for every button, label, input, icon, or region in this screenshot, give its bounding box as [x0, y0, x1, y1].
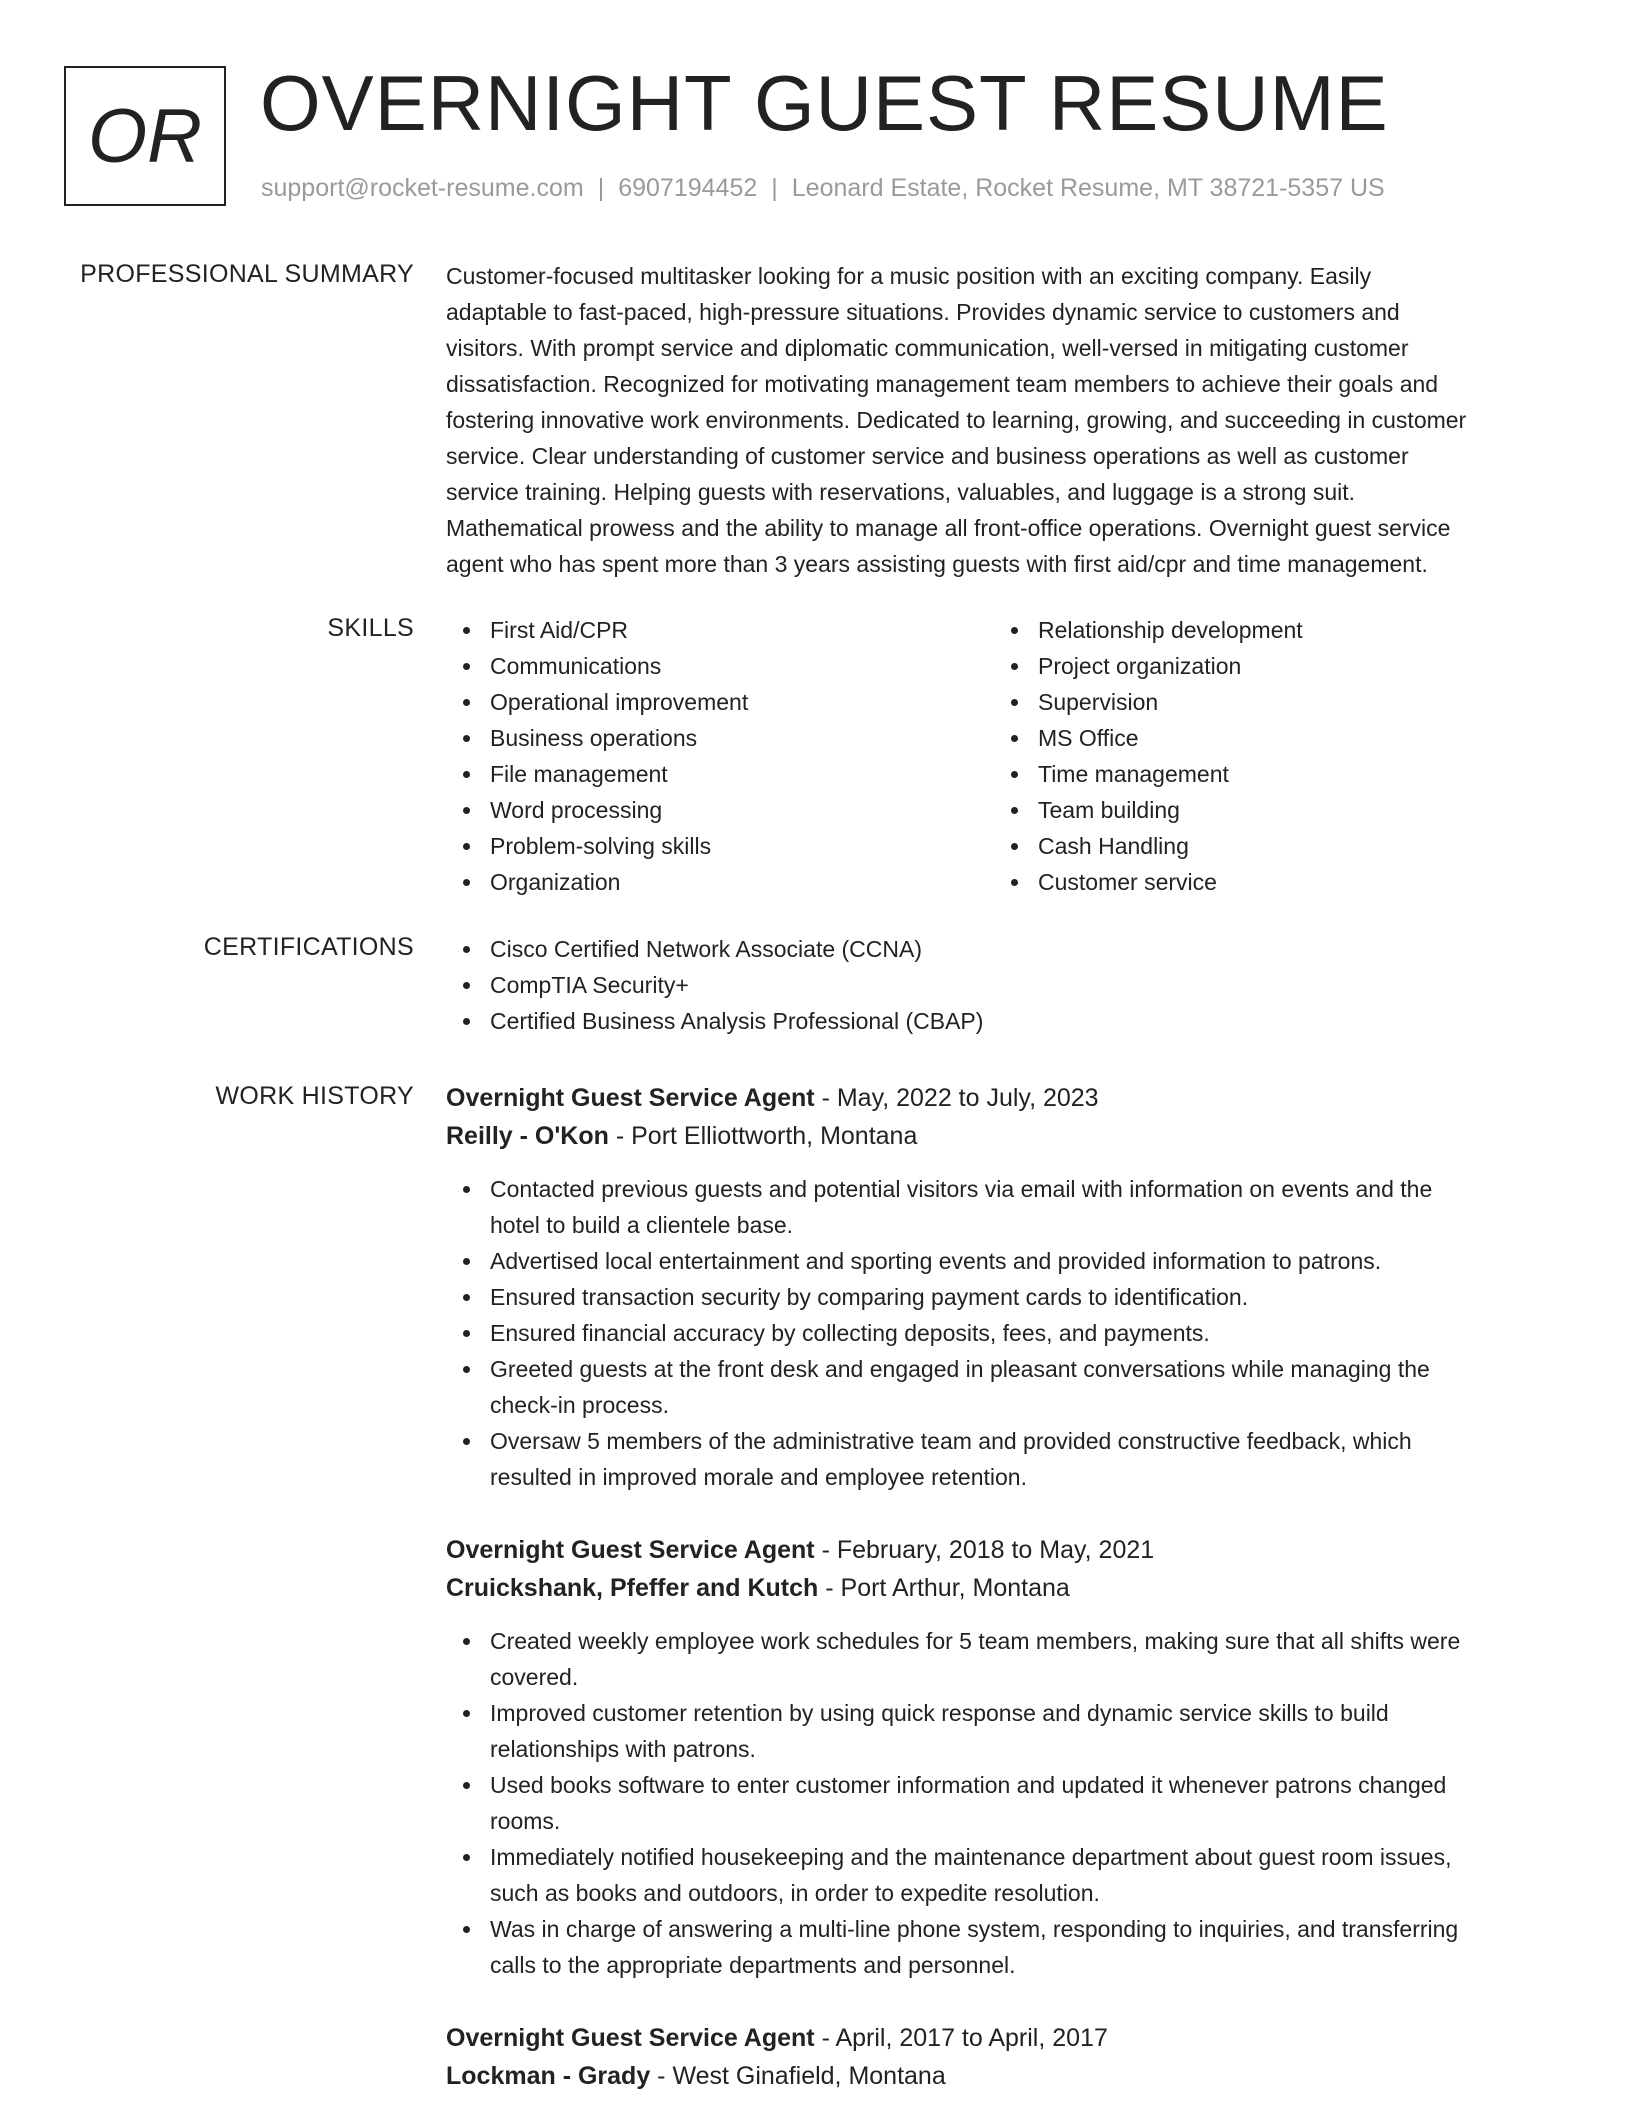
job-bullet: Ensured financial accuracy by collecting deposits, fees, and payments.	[446, 1315, 1556, 1351]
summary-line: dissatisfaction. Recognized for motivating management team members to achieve their goals and	[446, 371, 1439, 397]
job-entry	[446, 2019, 1556, 2095]
skill-item: Time management	[994, 756, 1542, 792]
skill-item: Organization	[446, 864, 994, 900]
job-company-line	[446, 1569, 1556, 1607]
summary-line: adaptable to fast-paced, high-pressure situations. Provides dynamic service to customers and	[446, 299, 1400, 325]
job-title: Overnight Guest Service Agent	[446, 2024, 815, 2052]
summary-line: fostering innovative work environments. Dedicated to learning, growing, and succeeding in customer	[446, 407, 1467, 433]
contact-phone[interactable]: 6907194452	[618, 174, 758, 202]
summary-line: service training. Helping guests with reservations, valuables, and luggage is a strong suit.	[446, 479, 1355, 505]
summary-paragraph	[446, 258, 1556, 582]
skill-item: Project organization	[994, 648, 1542, 684]
skill-item: First Aid/CPR	[446, 612, 994, 648]
job-bullet: Created weekly employee work schedules for 5 team members, making sure that all shifts were covered.	[446, 1623, 1556, 1695]
job-bullet: Ensured transaction security by comparing payment cards to identification.	[446, 1279, 1556, 1315]
skill-item: MS Office	[994, 720, 1542, 756]
job-entry	[446, 1079, 1556, 1495]
summary-body	[446, 258, 1556, 582]
skill-item: Operational improvement	[446, 684, 994, 720]
skills-column-1	[446, 612, 994, 900]
job-title: Overnight Guest Service Agent	[446, 1536, 815, 1564]
job-dates: - May, 2022 to July, 2023	[814, 1084, 1099, 1112]
section-label-work-history: WORK HISTORY	[215, 1082, 414, 1110]
section-label-summary: PROFESSIONAL SUMMARY	[80, 260, 414, 288]
skill-item: File management	[446, 756, 994, 792]
job-dates: - April, 2017 to April, 2017	[814, 2024, 1108, 2052]
section-label-skills: SKILLS	[327, 614, 414, 642]
contact-separator: |	[597, 174, 605, 202]
summary-line: service. Clear understanding of customer service and business operations as well as customer	[446, 443, 1409, 469]
job-location: - West Ginafield, Montana	[650, 2062, 946, 2090]
job-bullets	[446, 1171, 1556, 1495]
skills-column-2	[994, 612, 1542, 900]
job-bullets	[446, 1623, 1556, 1983]
job-title: Overnight Guest Service Agent	[446, 1084, 815, 1112]
skill-item: Word processing	[446, 792, 994, 828]
contact-separator: |	[771, 174, 778, 202]
certification-item: CompTIA Security+	[446, 967, 1556, 1003]
certifications-list	[446, 931, 1556, 1039]
contact-email[interactable]: support@rocket-resume.com	[261, 174, 584, 202]
summary-line: agent who has spent more than 3 years assisting guests with first aid/cpr and time management.	[446, 551, 1428, 577]
monogram-initials: OR	[88, 93, 202, 179]
job-bullet: Used books software to enter customer information and updated it whenever patrons changed rooms.	[446, 1767, 1556, 1839]
skill-item: Business operations	[446, 720, 994, 756]
skill-item: Cash Handling	[994, 828, 1542, 864]
skill-item: Supervision	[994, 684, 1542, 720]
job-bullet: Contacted previous guests and potential visitors via email with information on events and the hotel to build a clientele base.	[446, 1171, 1556, 1243]
job-title-line	[446, 1531, 1556, 1569]
certifications-body	[446, 931, 1556, 1039]
job-company: Lockman - Grady	[446, 2062, 651, 2090]
job-title-line	[446, 1079, 1556, 1117]
summary-line: Customer-focused multitasker looking for a music position with an exciting company. Easily	[446, 263, 1372, 289]
job-bullet: Greeted guests at the front desk and engaged in pleasant conversations while managing the check-in process.	[446, 1351, 1556, 1423]
section-label-certifications: CERTIFICATIONS	[203, 933, 414, 961]
job-bullet: Immediately notified housekeeping and the maintenance department about guest room issues, such as books and outdoors, in order to expedite resolution.	[446, 1839, 1556, 1911]
work-history-body	[446, 1079, 1556, 2095]
skill-item: Customer service	[994, 864, 1542, 900]
skill-item: Relationship development	[994, 612, 1542, 648]
job-title-line	[446, 2019, 1556, 2057]
summary-line: visitors. With prompt service and diplomatic communication, well-versed in mitigating customer	[446, 335, 1409, 361]
job-location: - Port Arthur, Montana	[818, 1574, 1070, 1602]
job-dates: - February, 2018 to May, 2021	[814, 1536, 1155, 1564]
skills-body	[446, 612, 1556, 900]
job-bullet: Oversaw 5 members of the administrative team and provided constructive feedback, which resulted in improved morale and employee retention.	[446, 1423, 1556, 1495]
skill-item: Team building	[994, 792, 1542, 828]
job-company: Cruickshank, Pfeffer and Kutch	[446, 1574, 819, 1602]
job-location: - Port Elliottworth, Montana	[608, 1122, 918, 1150]
job-bullet: Advertised local entertainment and sporting events and provided information to patrons.	[446, 1243, 1556, 1279]
job-bullet: Was in charge of answering a multi-line phone system, responding to inquiries, and transferring calls to the appropriate departments and personnel.	[446, 1911, 1556, 1983]
monogram-box	[64, 66, 226, 206]
contact-line	[261, 174, 1385, 203]
job-company-line	[446, 2057, 1556, 2095]
summary-line: Mathematical prowess and the ability to manage all front-office operations. Overnight guest service	[446, 515, 1451, 541]
certification-item: Cisco Certified Network Associate (CCNA)	[446, 931, 1556, 967]
resume-title: OVERNIGHT GUEST RESUME	[260, 59, 1389, 147]
job-company-line	[446, 1117, 1556, 1155]
skill-item: Problem-solving skills	[446, 828, 994, 864]
job-company: Reilly - O'Kon	[446, 1122, 609, 1150]
contact-address: Leonard Estate, Rocket Resume, MT 38721-5357 US	[791, 174, 1385, 202]
certification-item: Certified Business Analysis Professional (CBAP)	[446, 1003, 1556, 1039]
job-bullet: Improved customer retention by using quick response and dynamic service skills to build relationships with patrons.	[446, 1695, 1556, 1767]
skill-item: Communications	[446, 648, 994, 684]
job-entry	[446, 1531, 1556, 1983]
